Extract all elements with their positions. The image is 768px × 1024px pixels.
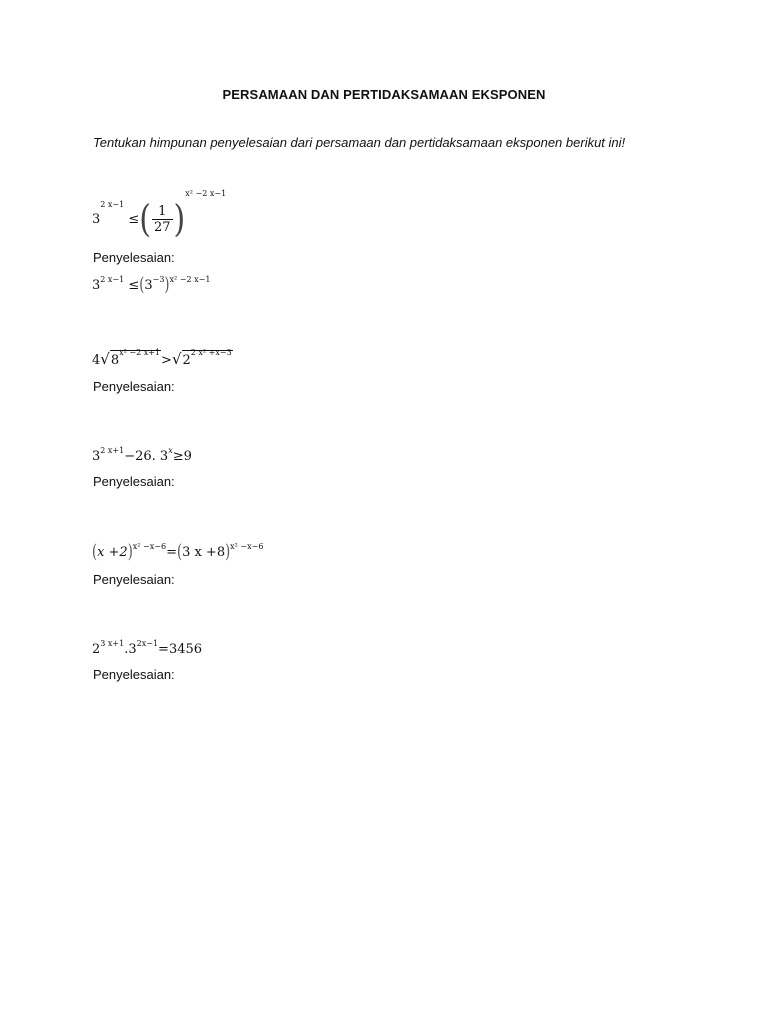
p1-fraction (152, 204, 173, 235)
problem-5-equation (92, 639, 203, 657)
p1-outer-exp: x² −2 x−1 (185, 189, 227, 198)
p1-step1-equation (92, 275, 211, 296)
p1s-outer-exp: x² −2 x−1 (169, 275, 211, 284)
p3-base: 3 (92, 449, 101, 464)
problem-4-equation (92, 542, 264, 563)
p2-index: 4 (92, 353, 101, 368)
p1s-exp: 2 x−1 (100, 275, 125, 284)
problem-1-equation (92, 189, 227, 241)
p5-exp-1: 3 x+1 (100, 639, 125, 648)
p4-lhs-exp: x² −x−6 (132, 542, 167, 551)
p5-exp-2: 2x−1 (136, 639, 159, 648)
p5-relation: = (158, 642, 169, 657)
p2-radical-1 (100, 348, 161, 368)
sqrt-icon: √ (100, 350, 110, 368)
p4-close-paren-1: ) (127, 542, 133, 563)
p4-rhs-inner: 3 x +8 (182, 545, 226, 560)
p5-base-2: 3 (128, 642, 137, 657)
p2-solution-label: Penyelesaian: (93, 379, 175, 394)
p3-rhs: 9 (183, 449, 192, 464)
p2-relation: > (161, 353, 172, 368)
p5-base-1: 2 (92, 642, 101, 657)
p1-frac-num: 1 (152, 204, 173, 220)
p3-solution-label: Penyelesaian: (93, 474, 175, 489)
p5-dot: . (124, 642, 129, 657)
p1-solution-label: Penyelesaian: (93, 250, 175, 265)
p4-solution-label: Penyelesaian: (93, 572, 175, 587)
p3-exp: 2 x+1 (100, 446, 125, 455)
p2-rad2-base: 2 (182, 353, 191, 368)
p4-rhs-exp: x² −x−6 (230, 542, 264, 551)
problem-2-equation (92, 348, 233, 368)
p5-rhs: 3456 (168, 642, 203, 657)
p1s-inner-base: 3 (144, 278, 153, 293)
p4-lhs-inner: x +2 (97, 545, 128, 560)
p1-frac-den: 27 (153, 220, 171, 235)
sqrt-icon: √ (171, 350, 182, 368)
document-title: PERSAMAAN DAN PERTIDAKSAMAAN EKSPONEN (222, 87, 546, 102)
p4-open-paren-1: ( (92, 542, 98, 563)
p2-radical-2 (171, 348, 233, 368)
p1s-inner-exp: −3 (152, 275, 165, 284)
problem-3-equation (92, 446, 192, 464)
p1-exp: 2 x−1 (100, 200, 125, 209)
p2-rad2-exp: 2 x² +x−3 (190, 348, 232, 357)
intro-instructions: Tentukan himpunan penyelesaian dari persamaan dan pertidaksamaan eksponen berikut ini! (93, 135, 626, 150)
p4-relation: = (166, 545, 177, 560)
p1s-open-paren: ( (139, 275, 145, 296)
p1s-relation: ≤ (128, 278, 140, 293)
p5-solution-label: Penyelesaian: (93, 667, 175, 682)
p1s-base: 3 (92, 278, 101, 293)
p1s-close-paren: ) (164, 275, 170, 296)
p1-open-paren: ( (139, 197, 151, 241)
p3-middle-exp: x (168, 446, 173, 455)
p4-open-paren-2: ( (176, 542, 183, 563)
p1-base: 3 (92, 212, 101, 227)
p3-relation: ≥ (172, 449, 184, 464)
p3-middle-term: −26. 3 (124, 449, 169, 464)
p4-close-paren-2: ) (225, 542, 231, 563)
p2-rad1-exp: x² −2 x+1 (119, 348, 161, 357)
p2-rad1-base: 8 (110, 353, 120, 368)
p1-relation: ≤ (128, 212, 140, 227)
p1-close-paren: ) (173, 197, 186, 241)
